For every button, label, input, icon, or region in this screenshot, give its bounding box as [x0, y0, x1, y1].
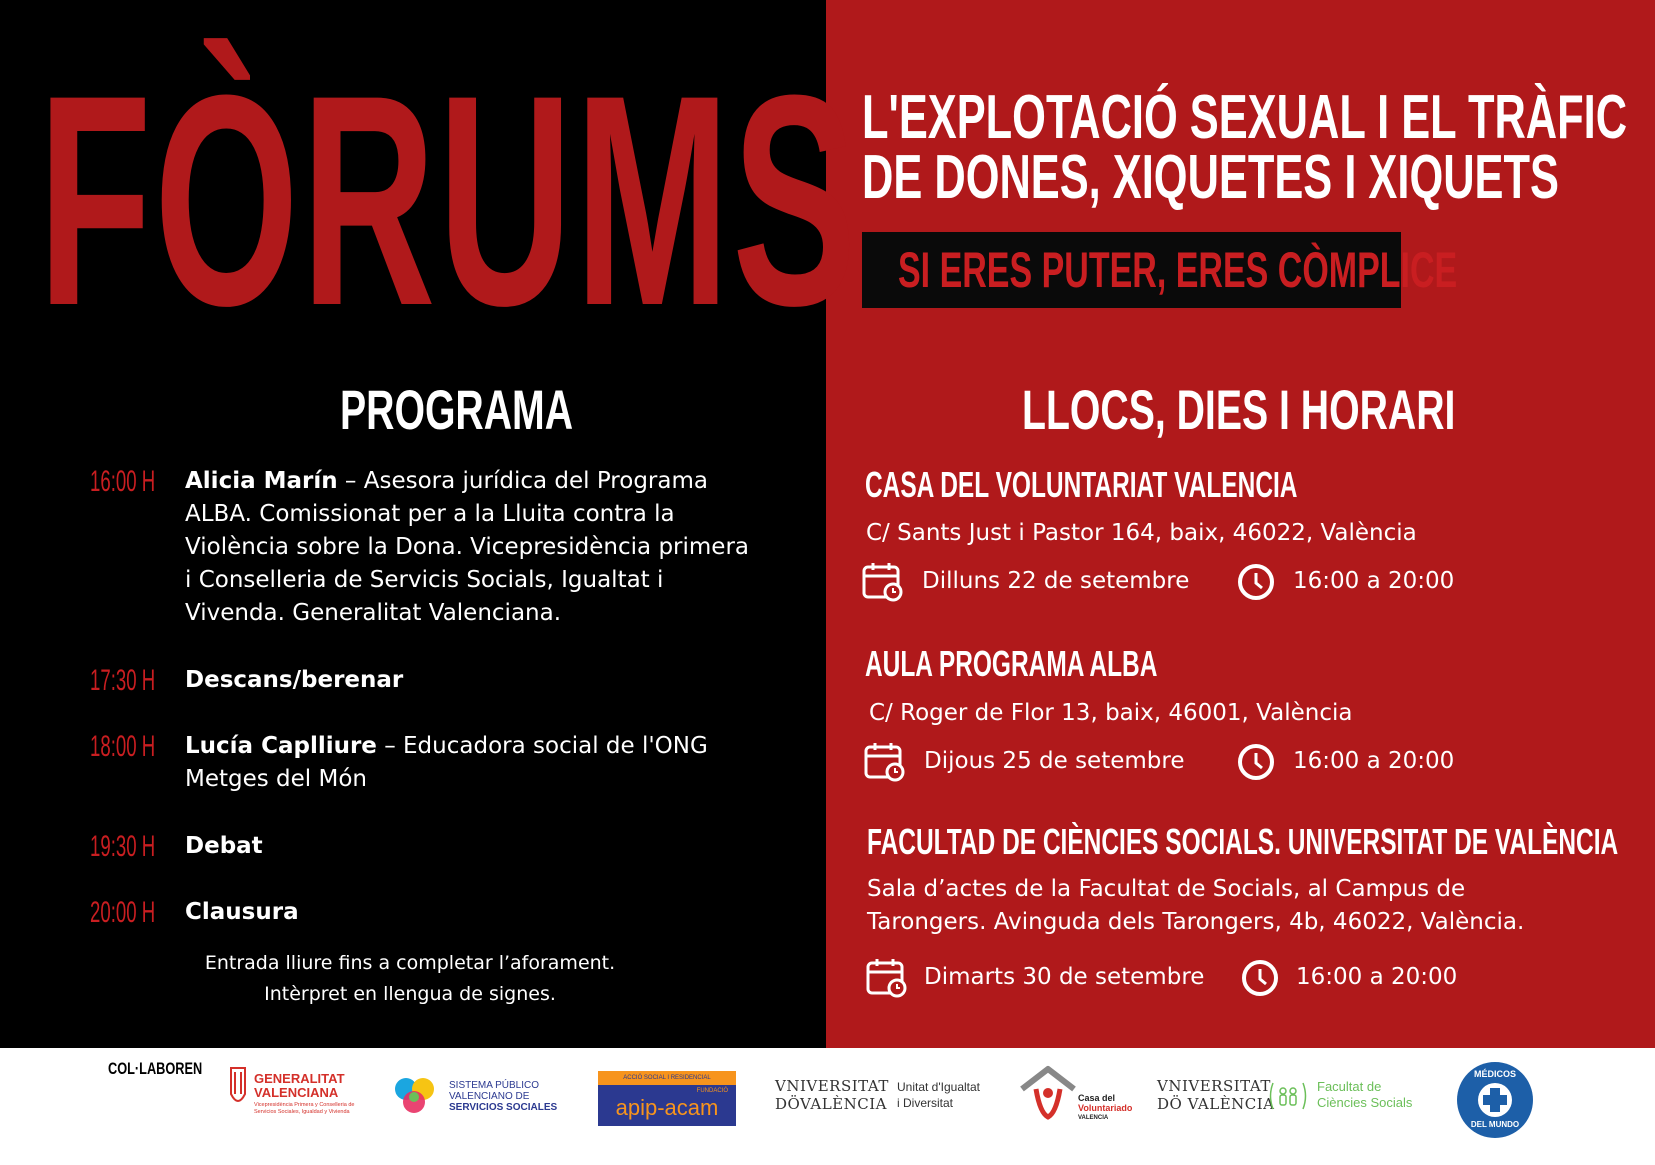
llocs-title: LLOCS, DIES I HORARI — [1022, 378, 1456, 441]
clock-icon — [1236, 562, 1276, 602]
mdm-bottom: DEL MUNDO — [1470, 1120, 1520, 1129]
uv1-l1: VNIVERSITAT — [775, 1077, 889, 1095]
venue-name: AULA PROGRAMA ALBA — [865, 643, 1158, 684]
gva-emblem-icon — [228, 1064, 248, 1110]
venue-address: Sala d’actes de la Facultat de Socials, al Campus de Tarongers. Avinguda dels Tarongers, 4b, 46022, València. — [867, 876, 1525, 935]
gva-sub: Vicepresidència Primera y Conselleria de Servicios Sociales, Igualdad y Vivienda — [254, 1102, 355, 1115]
program-item — [90, 664, 790, 704]
apip-top: ACCIÓ SOCIAL I RESIDENCIAL — [598, 1071, 736, 1085]
program-item — [90, 465, 790, 625]
venue-schedule — [862, 742, 1562, 782]
program-text — [185, 465, 755, 630]
clock-icon — [1240, 958, 1280, 998]
uv1-l2: DÖVALÈNCIA — [775, 1095, 887, 1113]
program-text — [185, 830, 755, 863]
cdv-l1: Casa del — [1078, 1093, 1116, 1103]
uv2-r2: Ciències Socials — [1317, 1095, 1413, 1110]
slogan-box — [862, 232, 1458, 308]
uv1-r1: Unitat d'Igualtat — [897, 1080, 981, 1094]
note-line: Entrada lliure fins a completar l’aforament. — [204, 952, 616, 974]
sps-line1: SISTEMA PÚBLICO — [449, 1080, 540, 1091]
speaker-name: Descans/berenar — [185, 667, 404, 693]
uv2-l1: VNIVERSITAT — [1157, 1077, 1271, 1095]
program-time: 16:00 H — [90, 465, 156, 498]
venue-name: FACULTAD DE CIÈNCIES SOCIALS. UNIVERSITAT DE VALÈNCIA — [867, 821, 1619, 862]
sps-hearts-icon — [393, 1075, 437, 1119]
headline-line-1: L'EXPLOTACIÓ SEXUAL I EL TRÀFIC — [862, 83, 1628, 152]
venue-schedule — [866, 958, 1566, 998]
gva-logo — [228, 1062, 368, 1132]
casa-voluntariado-logo — [1018, 1063, 1143, 1123]
clock-icon — [1236, 742, 1276, 782]
speaker-desc: – Asesora jurídica del Programa ALBA. Comissionat per a la Lluita contra la Violència sobre la Dona. Vicepresidència primera i Conselleria de Servicis Socials, Igualtat i Vivenda. Generalitat Valenciana. — [185, 468, 749, 626]
uv-facultat-logo — [1157, 1077, 1437, 1119]
speaker-name: Alicia Marín — [185, 468, 338, 494]
program-time: 18:00 H — [90, 730, 156, 763]
venue-address: C/ Sants Just i Pastor 164, baix, 46022, València — [866, 520, 1417, 546]
apip-logo — [598, 1071, 736, 1126]
venue-address: C/ Roger de Flor 13, baix, 46001, València — [869, 700, 1353, 726]
main-title: FÒRUMS — [38, 32, 859, 368]
programa-title: PROGRAMA — [340, 378, 574, 441]
medicos-del-mundo-logo — [1455, 1060, 1535, 1140]
uv2-r1: Facultat de — [1317, 1079, 1382, 1094]
sps-logo — [393, 1075, 573, 1120]
program-text — [185, 730, 755, 796]
sps-line3: SERVICIOS SOCIALES — [449, 1102, 558, 1113]
uv1-r2: i Diversitat — [897, 1096, 954, 1110]
calendar-icon — [864, 742, 906, 782]
program-notes — [150, 948, 670, 1010]
headline — [862, 83, 1655, 212]
mdm-top: MÉDICOS — [1473, 1069, 1516, 1079]
slogan: SI ERES PUTER, ERES CÒMPLICE — [898, 242, 1458, 298]
program-item — [90, 830, 790, 870]
collab-label: COL·LABOREN — [108, 1059, 203, 1078]
speaker-name: Lucía Caplliure — [185, 733, 377, 759]
venue-name: CASA DEL VOLUNTARIAT VALENCIA — [865, 464, 1298, 505]
cdv-l2: Voluntariado — [1078, 1103, 1133, 1113]
gva-line2: VALENCIANA — [254, 1085, 339, 1100]
venue-time: 16:00 a 20:00 — [1296, 964, 1458, 990]
program-item — [90, 730, 790, 800]
program-time: 20:00 H — [90, 896, 156, 929]
venue-schedule — [862, 562, 1562, 602]
venue-date: Dilluns 22 de setembre — [922, 568, 1190, 594]
gva-line1: GENERALITAT — [254, 1071, 345, 1086]
people-icon — [1267, 1081, 1309, 1111]
apip-small: FUNDACIÓ — [696, 1088, 728, 1094]
house-heart-icon — [1018, 1063, 1078, 1121]
speaker-name: Clausura — [185, 899, 299, 925]
venue-time: 16:00 a 20:00 — [1293, 568, 1455, 594]
apip-name: apip-acam — [615, 1095, 719, 1120]
speaker-desc: – Educadora social de l'ONG Metges del Món — [185, 733, 708, 792]
calendar-icon — [862, 562, 904, 602]
sps-line2: VALENCIANO DE — [449, 1091, 530, 1102]
calendar-icon — [866, 958, 908, 998]
uv2-l2: DÖ VALÈNCIA — [1157, 1095, 1275, 1113]
program-text — [185, 896, 755, 929]
uv-igualtat-logo — [775, 1077, 1005, 1119]
speaker-name: Debat — [185, 833, 263, 859]
note-line: Intèrpret en llengua de signes. — [264, 983, 556, 1005]
venue-date: Dimarts 30 de setembre — [924, 964, 1205, 990]
headline-line-2: DE DONES, XIQUETES I XIQUETS — [862, 143, 1559, 212]
program-time: 17:30 H — [90, 664, 156, 697]
program-text — [185, 664, 755, 697]
cdv-l3: VALENCIA — [1078, 1115, 1109, 1121]
venue-time: 16:00 a 20:00 — [1293, 748, 1455, 774]
venue-date: Dijous 25 de setembre — [924, 748, 1185, 774]
program-time: 19:30 H — [90, 830, 156, 863]
program-item — [90, 896, 790, 936]
